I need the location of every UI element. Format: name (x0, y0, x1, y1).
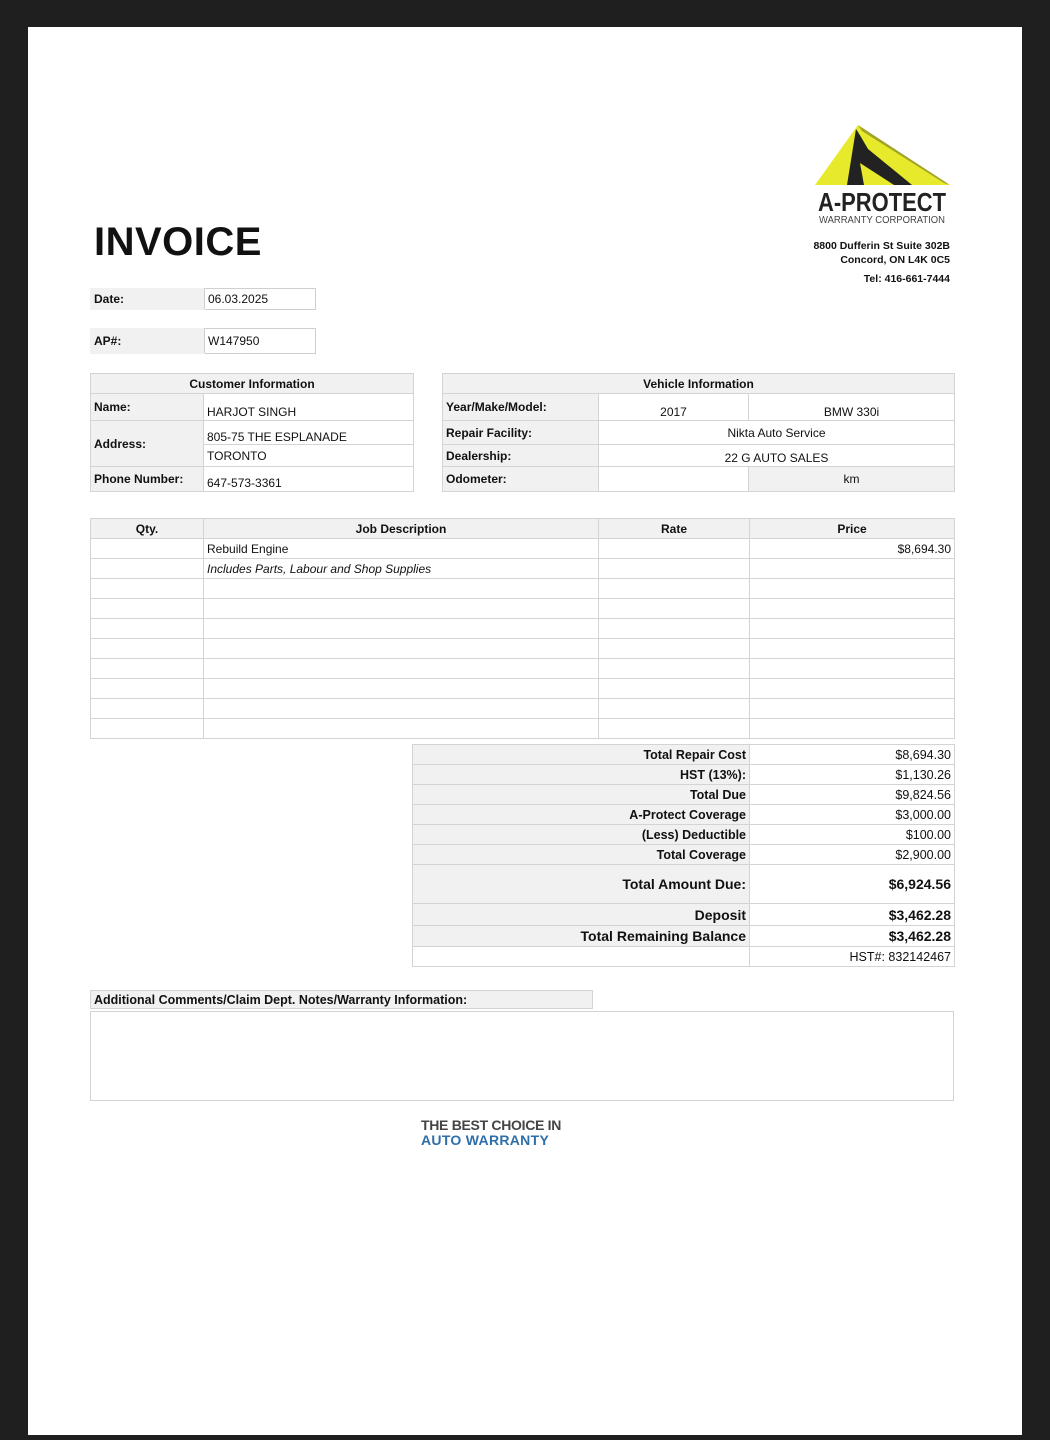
job-price (750, 559, 955, 579)
deductible-label: (Less) Deductible (413, 825, 750, 845)
address-label: Address: (91, 421, 204, 467)
dealership-label: Dealership: (443, 445, 599, 467)
address-line2-value: TORONTO (204, 445, 414, 467)
total-due-label: Total Due (413, 785, 750, 805)
odometer-unit: km (749, 467, 955, 492)
tagline-line2: AUTO WARRANTY (421, 1132, 550, 1148)
a-protect-logo (814, 123, 954, 227)
brand-name: A-PROTECT (818, 187, 947, 217)
tagline-line1: THE BEST CHOICE IN (421, 1117, 562, 1133)
totals-table (412, 744, 955, 967)
ap-label: AP#: (91, 329, 205, 354)
address-line-2: Concord, ON L4K 0C5 (840, 253, 950, 266)
table-row (91, 639, 955, 659)
repair-facility-label: Repair Facility: (443, 421, 599, 445)
company-address (813, 240, 950, 267)
total-coverage-value: $2,900.00 (750, 845, 955, 865)
hst-number: HST#: 832142467 (750, 947, 955, 967)
ap-value: W147950 (205, 329, 316, 354)
odometer-value (599, 467, 749, 492)
table-row (91, 659, 955, 679)
remaining-balance-label: Total Remaining Balance (413, 926, 750, 947)
coverage-label: A-Protect Coverage (413, 805, 750, 825)
vehicle-year: 2017 (599, 394, 749, 421)
tagline (421, 1118, 561, 1148)
job-rate (599, 559, 750, 579)
job-qty (91, 539, 204, 559)
repair-facility-value: Nikta Auto Service (599, 421, 955, 445)
hst-value: $1,130.26 (750, 765, 955, 785)
ymm-label: Year/Make/Model: (443, 394, 599, 421)
phone-value: 647-573-3361 (204, 467, 414, 492)
vehicle-model: BMW 330i (749, 394, 955, 421)
vehicle-info-header: Vehicle Information (443, 374, 955, 394)
job-rate (599, 539, 750, 559)
brand-subtitle: WARRANTY CORPORATION (819, 214, 945, 226)
customer-info-header: Customer Information (91, 374, 414, 394)
table-row (91, 619, 955, 639)
odometer-label: Odometer: (443, 467, 599, 492)
job-table (90, 518, 955, 739)
desc-header: Job Description (204, 519, 599, 539)
name-label: Name: (91, 394, 204, 421)
deposit-value: $3,462.28 (750, 904, 955, 926)
table-row (91, 579, 955, 599)
table-row (91, 699, 955, 719)
table-row (91, 599, 955, 619)
comments-box[interactable] (90, 1011, 954, 1101)
dealership-value: 22 G AUTO SALES (599, 445, 955, 467)
invoice-page (28, 27, 1022, 1435)
date-value: 06.03.2025 (205, 289, 316, 310)
coverage-value: $3,000.00 (750, 805, 955, 825)
amount-due-value: $6,924.56 (750, 865, 955, 904)
total-coverage-label: Total Coverage (413, 845, 750, 865)
qty-header: Qty. (91, 519, 204, 539)
deposit-label: Deposit (413, 904, 750, 926)
date-label: Date: (91, 289, 205, 310)
hst-label: HST (13%): (413, 765, 750, 785)
total-repair-value: $8,694.30 (750, 745, 955, 765)
remaining-balance-value: $3,462.28 (750, 926, 955, 947)
job-desc: Rebuild Engine (204, 539, 599, 559)
total-due-value: $9,824.56 (750, 785, 955, 805)
logo-mark-icon (814, 123, 954, 227)
name-value: HARJOT SINGH (204, 394, 414, 421)
amount-due-label: Total Amount Due: (413, 865, 750, 904)
total-repair-label: Total Repair Cost (413, 745, 750, 765)
job-price: $8,694.30 (750, 539, 955, 559)
page-title: INVOICE (94, 220, 262, 264)
phone-label: Phone Number: (91, 467, 204, 492)
customer-info-table (90, 373, 414, 492)
price-header: Price (750, 519, 955, 539)
job-desc: Includes Parts, Labour and Shop Supplies (204, 559, 599, 579)
comments-label: Additional Comments/Claim Dept. Notes/Warranty Information: (90, 990, 593, 1009)
ap-row (90, 328, 316, 354)
job-qty (91, 559, 204, 579)
table-row (91, 559, 955, 579)
vehicle-info-table (442, 373, 955, 492)
table-row (91, 679, 955, 699)
table-row (91, 719, 955, 739)
date-row (90, 288, 316, 310)
company-phone: Tel: 416-661-7444 (863, 273, 950, 285)
address-line-1: 8800 Dufferin St Suite 302B (813, 240, 950, 252)
address-line1-value: 805-75 THE ESPLANADE (204, 421, 414, 445)
table-row (91, 539, 955, 559)
deductible-value: $100.00 (750, 825, 955, 845)
rate-header: Rate (599, 519, 750, 539)
